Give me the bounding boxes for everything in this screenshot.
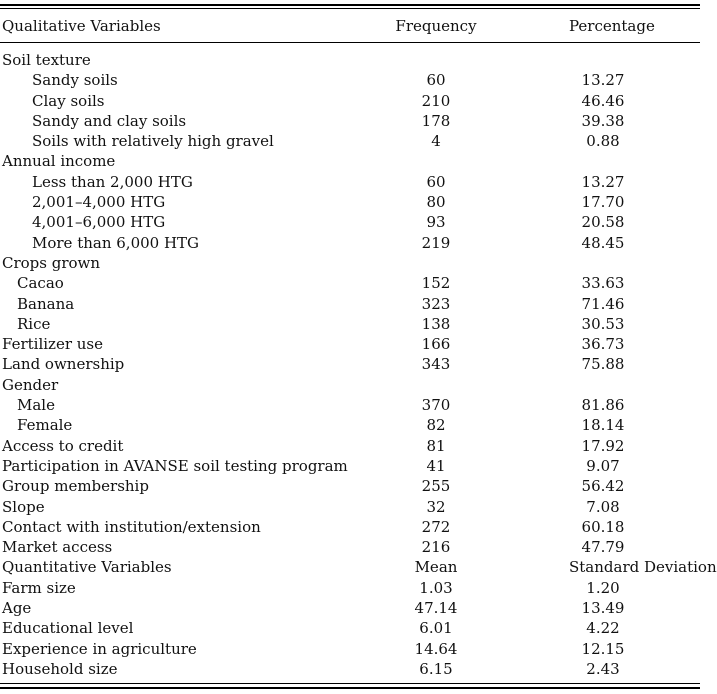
header-mean: Mean [414,558,458,577]
row-label: Experience in agriculture [2,639,197,658]
row-label: Soils with relatively high gravel [32,132,274,151]
row-label: Contact with institution/extension [2,517,261,536]
row-label: 2,001–4,000 HTG [32,193,166,212]
row-percentage: 47.79 [581,538,625,557]
row-percentage: 18.14 [581,416,625,435]
table-body [0,50,717,679]
row-frequency: 81 [426,436,446,455]
row-percentage: 9.07 [586,456,620,475]
bottom-rule-thin [0,683,700,684]
table-row [0,253,700,273]
table-row [0,395,700,415]
row-percentage: 0.88 [586,132,620,151]
table-row [0,111,700,131]
row-label: More than 6,000 HTG [32,233,200,252]
row-frequency: 1.03 [419,578,453,597]
table-row [0,212,700,232]
row-frequency: 4 [431,132,441,151]
row-label: Crops grown [2,253,101,272]
table-row [0,192,700,212]
row-frequency: 47.14 [414,599,458,618]
row-label: Soil texture [2,51,91,69]
row-percentage: 71.46 [581,294,625,313]
row-label: Less than 2,000 HTG [32,172,193,191]
row-label: 4,001–6,000 HTG [32,213,166,232]
table-row [0,456,700,476]
row-label: Quantitative Variables [2,558,172,577]
row-label: Household size [2,659,118,678]
table-row [0,517,700,537]
table-row [0,497,700,517]
row-frequency: 80 [426,193,446,212]
table-row [0,598,700,618]
row-frequency: 272 [421,517,451,536]
row-percentage: 56.42 [581,477,625,496]
row-label: Market access [2,538,113,557]
table-row [0,172,700,192]
row-percentage: 4.22 [586,619,620,638]
row-label: Female [17,416,73,435]
row-label: Farm size [2,578,76,597]
top-rule-thin [0,8,700,9]
header-percentage: Percentage [569,17,655,35]
row-frequency: 219 [421,233,451,252]
row-percentage: 48.45 [581,233,625,252]
row-frequency: 14.64 [414,639,458,658]
row-frequency: 216 [421,538,451,557]
row-label: Age [2,599,32,618]
bottom-rule [0,687,700,689]
row-percentage: 60.18 [581,517,625,536]
row-percentage: 33.63 [581,274,625,293]
table-row [0,50,700,70]
row-frequency: 323 [421,294,451,313]
row-label: Fertilizer use [2,335,104,354]
row-percentage: 17.70 [581,193,625,212]
row-label: Banana [17,294,75,313]
table-row [0,476,700,496]
row-percentage: 46.46 [581,91,625,110]
row-percentage: 81.86 [581,396,625,415]
table-row [0,294,700,314]
header-frequency: Frequency [395,17,477,35]
table-row [0,151,700,171]
row-percentage: 2.43 [586,659,620,678]
row-label: Male [17,396,55,415]
row-frequency: 60 [426,71,446,90]
row-frequency: 6.15 [419,659,453,678]
table-row [0,375,700,395]
row-frequency: 152 [421,274,451,293]
table-row [0,314,700,334]
row-frequency: 41 [426,456,446,475]
row-label: Slope [2,497,45,516]
row-percentage: 36.73 [581,335,625,354]
table-row [0,578,700,598]
row-percentage: 12.15 [581,639,625,658]
row-label: Participation in AVANSE soil testing program [2,456,348,475]
table-row [0,537,700,557]
row-frequency: 255 [421,477,451,496]
row-percentage: 7.08 [586,497,620,516]
table-row [0,618,700,638]
header-rule [0,42,700,43]
header-qualitative-variables: Qualitative Variables [2,17,161,35]
row-frequency: 60 [426,172,446,191]
row-frequency: 178 [421,111,451,130]
table-row [0,131,700,151]
row-label: Educational level [2,619,134,638]
row-percentage: 1.20 [586,578,620,597]
row-percentage: 39.38 [581,111,625,130]
table-row [0,659,700,679]
table-row [0,91,700,111]
row-frequency: 343 [421,355,451,374]
row-label: Sandy soils [32,71,118,90]
row-label: Annual income [2,152,116,171]
row-frequency: 93 [426,213,446,232]
table-row [0,273,700,293]
row-label: Clay soils [32,91,105,110]
row-percentage: 13.27 [581,172,625,191]
top-rule [0,4,700,6]
row-percentage: 75.88 [581,355,625,374]
row-label: Rice [17,314,51,333]
table-subheader-row [0,557,717,577]
table-row [0,70,700,90]
table-row [0,354,700,374]
table-row [0,334,700,354]
row-percentage: 20.58 [581,213,625,232]
row-frequency: 6.01 [419,619,453,638]
row-frequency: 370 [421,396,451,415]
row-frequency: 210 [421,91,451,110]
row-label: Group membership [2,477,149,496]
row-frequency: 138 [421,314,451,333]
row-label: Sandy and clay soils [32,111,187,130]
header-standard-deviation: Standard Deviation [569,558,717,577]
row-percentage: 13.49 [581,599,625,618]
row-percentage: 13.27 [581,71,625,90]
table-row [0,415,700,435]
row-label: Cacao [17,274,64,293]
table-header [0,16,700,38]
row-label: Access to credit [2,436,124,455]
table-row [0,436,700,456]
row-frequency: 32 [426,497,446,516]
table-row [0,639,700,659]
row-percentage: 17.92 [581,436,625,455]
row-label: Gender [2,375,59,394]
row-label: Land ownership [2,355,125,374]
row-percentage: 30.53 [581,314,625,333]
table-row [0,233,700,253]
row-frequency: 166 [421,335,451,354]
row-frequency: 82 [426,416,446,435]
